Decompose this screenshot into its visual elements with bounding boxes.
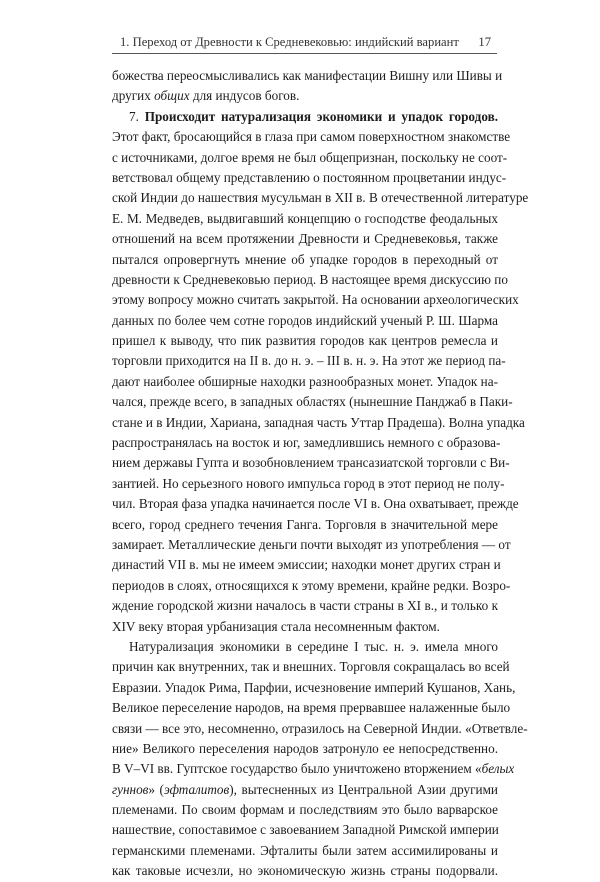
bold-heading: Происходит натурализация экономики и упадок городов. <box>144 108 498 124</box>
text-line: древности к Средневековью период. В настоящее время дискуссию по <box>112 271 508 287</box>
text-line: XIV веку вторая урбанизация стала несомненным фактом. <box>112 618 440 634</box>
text-line: всего, город среднего течения Ганга. Торговля в значительной мере <box>112 516 498 532</box>
text-line: ской Индии до нашествия мусульман в XII в. В отечественной литературе <box>112 190 529 206</box>
text-line: гуннов» (эфталитов), вытесненных из Центральной Азии другими <box>112 781 498 797</box>
text-line: чил. Вторая фаза упадка начинается после VI в. Она охватывает, прежде <box>112 496 519 512</box>
text-line: связи — все это, несомненно, отразилось на Северной Индии. «Ответвле- <box>112 720 528 736</box>
text-line: торговли приходится на II в. до н. э. – III в. н. э. На этот же период па- <box>112 353 506 369</box>
body-text <box>112 66 529 882</box>
text-line: нием державы Гупта и возобновлением трансазиатской торговли с Ви- <box>112 455 510 471</box>
text-line: зантией. Но серьезного нового импульса город в этот период не полу- <box>112 475 505 491</box>
text-line: династий VII в. мы не имеем эмиссии; находки монет других стран и <box>112 557 501 573</box>
text-line: Евразии. Упадок Рима, Парфии, исчезновение империй Кушанов, Хань, <box>112 679 516 695</box>
text-line: как таковые исчезли, но экономическую жизнь страны подорвали. <box>112 863 498 879</box>
text-line: этому вопросу можно считать закрытой. На основании археологических <box>112 292 519 308</box>
text-line: распространялась на восток и юг, замедлившись немного с образова- <box>112 435 501 451</box>
text-line: чался, прежде всего, в западных областях (нынешние Панджаб в Паки- <box>112 394 513 410</box>
text-line: данных по более чем сотне городов индийский ученый Р. Ш. Шарма <box>112 312 498 328</box>
text-line: причин как внутренних, так и внешних. Торговля сокращалась во всей <box>112 659 510 675</box>
italic-term: общих <box>154 88 190 104</box>
text-line: пришел к выводу, что пик развития городов как центров ремесла и <box>112 333 498 349</box>
text-line: Этот факт, бросающийся в глаза при самом поверхностном знакомстве <box>112 129 511 145</box>
text-line: ветствовал общему представлению о постоянном процветании индус- <box>112 169 507 185</box>
text-line: периодов в слоях, относящихся к этому времени, крайне редки. Возро- <box>112 577 511 593</box>
text-line: отношений на всем протяжении Древности и Средневековья, также <box>112 231 498 247</box>
text-line: с источниками, долгое время не был общепризнан, поскольку не соот- <box>112 149 508 165</box>
text-line: божества переосмысливались как манифестации Вишну или Шивы и <box>112 68 503 83</box>
text-line: стане и в Индии, Хариана, западная часть Уттар Прадеша). Волна упадка <box>112 414 525 430</box>
italic-term: эфталитов <box>163 781 230 797</box>
text-line: нашествие, сопоставимое с завоеванием Западной Римской империи <box>112 822 499 838</box>
paragraph-start-line: 7. Происходит натурализация экономики и упадок городов. <box>129 108 498 124</box>
running-header <box>112 31 497 54</box>
running-title: 1. Переход от Древности к Средневековью: индийский вариант <box>120 35 459 49</box>
page-number: 17 <box>478 35 491 49</box>
text-line: пытался опровергнуть мнение об упадке городов в переходный от <box>112 251 498 267</box>
text-line: германскими племенами. Эфталиты были затем ассимилированы и <box>112 842 498 858</box>
text-line: ние» Великого переселения народов затронуло ее непосредственно. <box>112 740 498 756</box>
italic-term: белых <box>481 761 515 777</box>
text-line: дают наиболее обширные находки разнообразных монет. Упадок на- <box>112 373 498 389</box>
text-line: Великое переселение народов, на время прервавшее налаженные было <box>112 700 511 716</box>
text-line: других общих для индусов богов. <box>112 88 300 104</box>
text-line: племенами. По своим формам и последствиям это было варварское <box>112 802 498 818</box>
text-line: В V–VI вв. Гуптское государство было уничтожено вторжением «белых <box>112 761 515 777</box>
text-line: ждение городской жизни началось в части страны в XI в., и только к <box>112 598 498 614</box>
italic-term: гуннов <box>112 781 149 797</box>
text-line: Е. М. Медведев, выдвигавший концепцию о господстве феодальных <box>112 210 498 226</box>
text-line: замирает. Металлические деньги почти выходят из употребления — от <box>112 536 511 552</box>
paragraph-start-line: Натурализация экономики в середине I тыс. н. э. имела много <box>129 638 498 654</box>
